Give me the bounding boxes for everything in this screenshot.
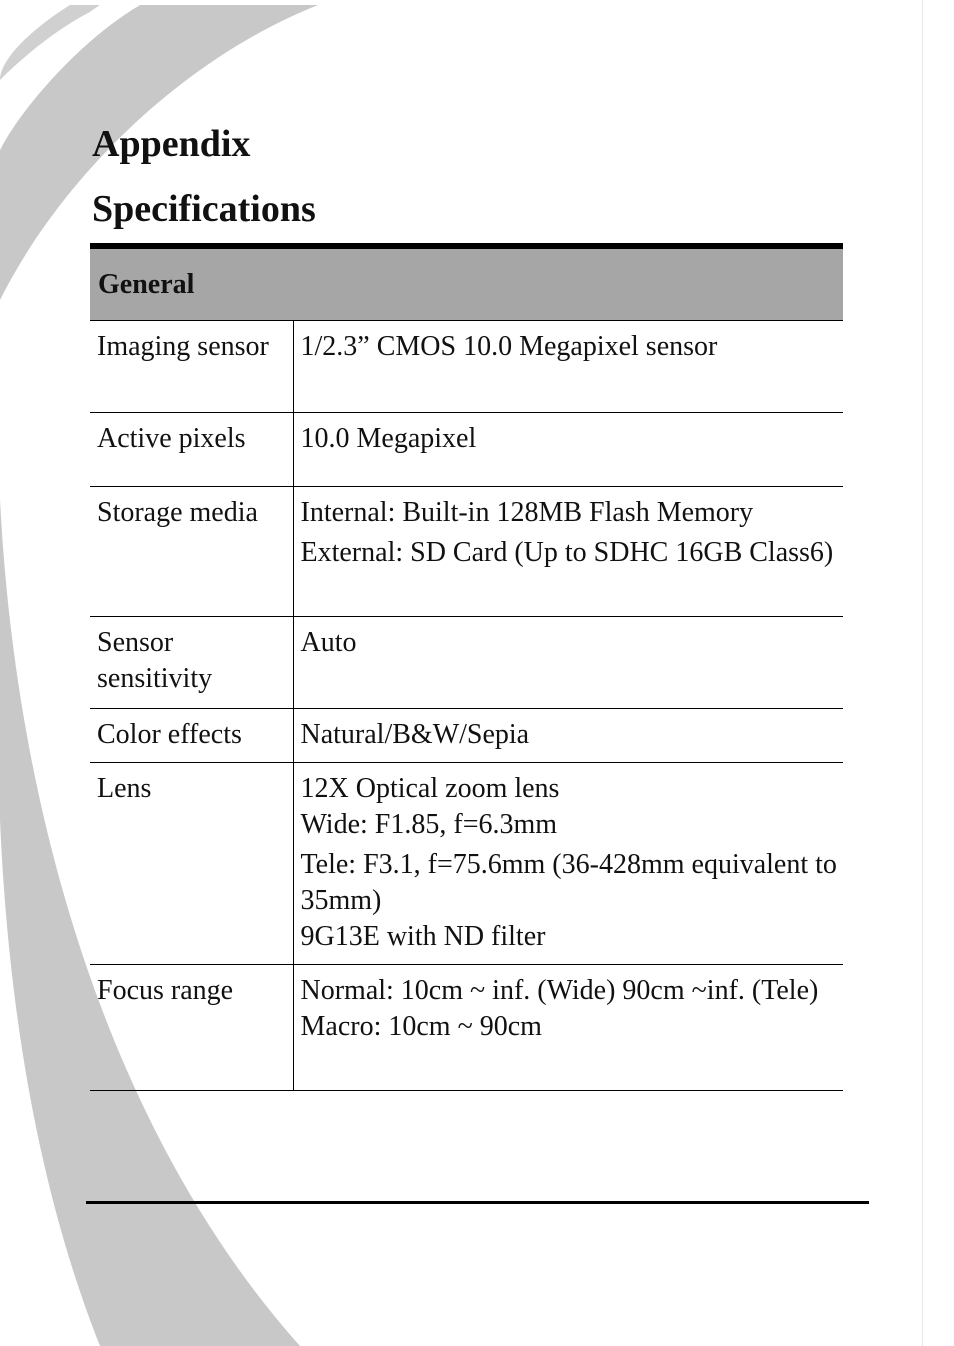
spec-label: Focus range [90,965,293,1091]
spec-value [293,617,843,709]
spec-value-line: Macro: 10cm ~ 90cm [300,1011,542,1042]
table-row [90,709,843,763]
spec-value [293,487,843,617]
footer-rule [86,1201,869,1204]
table-row [90,321,843,413]
spec-label: Imaging sensor [90,321,293,413]
spec-value-line: Wide: F1.85, f=6.3mm [300,809,558,840]
spec-label: Color effects [90,709,293,763]
spec-value [293,709,843,763]
page-title: Appendix [92,123,251,165]
table-section-header: General [90,246,843,321]
table-row [90,617,843,709]
spec-label: Sensor sensitivity [90,617,293,709]
spec-value-line: External: SD Card (Up to SDHC 16GB Class6) [300,537,834,568]
table-row [90,413,843,487]
table-row [90,487,843,617]
spec-value-line: Tele: F3.1, f=75.6mm (36-428mm equivalent to 35mm) [300,849,837,916]
specifications-table [90,243,843,1091]
table-row [90,763,843,965]
spec-value-line: Normal: 10cm ~ inf. (Wide) 90cm ~inf. (Tele) [300,975,819,1006]
table-row [90,965,843,1091]
spec-value-line: 1/2.3” CMOS 10.0 Megapixel sensor [300,331,718,362]
spec-value-line: Internal: Built-in 128MB Flash Memory [300,497,754,528]
spec-value [293,763,843,965]
table-header-row [90,246,843,321]
spec-value-line: 9G13E with ND filter [300,921,546,952]
section-title: Specifications [92,188,316,230]
spec-label: Lens [90,763,293,965]
spec-label: Active pixels [90,413,293,487]
spec-value-line: Natural/B&W/Sepia [300,719,530,750]
spec-value-line: 12X Optical zoom lens [300,773,560,804]
spec-value-line: 10.0 Megapixel [300,423,477,454]
spec-label: Storage media [90,487,293,617]
spec-value [293,321,843,413]
spec-value [293,965,843,1091]
table-body [90,321,843,1091]
spec-value-line: Auto [300,627,357,658]
spec-value [293,413,843,487]
